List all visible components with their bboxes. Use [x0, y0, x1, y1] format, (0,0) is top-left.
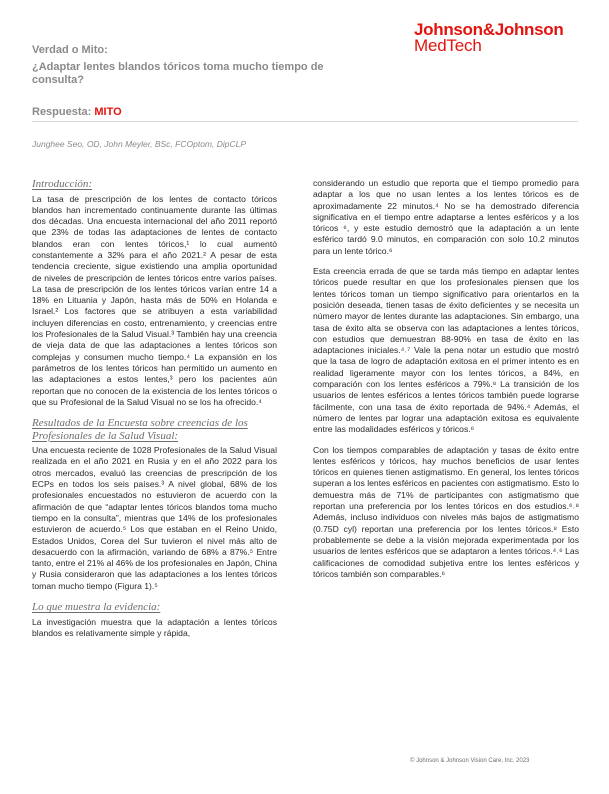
header-divider — [32, 121, 578, 122]
copyright-footer: © Johnson & Johnson Vision Care, Inc. 2023 — [410, 758, 530, 764]
left-column — [32, 178, 277, 648]
right-paragraph-3: Con los tiempos comparables de adaptación y tasas de éxito entre lentes esféricos y tóricos, hay muchos beneficios de usar lentes tóricos en quienes tienen astigmatismo. En general, los lentes tóricos superan a los lentes esféricos en pacientes con astigmatismo. Esto lo demuestra más de 71% de participantes con astigmatismo que reportan una preferencia por los lentes tóricos en dos estudios.⁶˒⁸ Además, incluso individuos con niveles más bajos de astigmatismo (0.75D cyl) reportan una preferencia por los lentes tóricos.⁸ Esto probablemente se debe a la visión mejorada experimentada por los usuarios de lentes esféricos que se adaptaron a lentes tóricos.⁴˒⁶ Las calificaciones de comodidad subjetiva entre los lentes esféricos y tóricos también son comparables.⁶ — [313, 444, 579, 579]
survey-heading: Resultados de la Encuesta sobre creencias de los Profesionales de la Salud Visual: — [32, 417, 248, 442]
brand-line-1: Johnson&Johnson — [414, 20, 564, 39]
answer-value: MITO — [94, 106, 122, 118]
right-column — [313, 178, 579, 589]
intro-paragraph: La tasa de prescripción de los lentes de contacto tóricos blandos han incrementado continuamente durante las últimas dos décadas. Una encuesta internacional del año 2011 reportó que 23% de todas las adaptaciones de lentes de contacto blandos eran con lentes tóricos,¹ lo cual aumentó constantemente a 32% para el año 2021.² A pesar de esta tendencia creciente, sigue existiendo una amplia oportunidad de niveles de prescripción de lentes tóricos entre varios países. La tasa de prescripción de los lentes tóricos varían entre 14 a 18% en Lituania y Japón, hasta más de 50% en Holanda e Israel.² Los factores que se atribuyen a esta variabilidad incluyen diferencias en costo, entrenamiento, y creencias entre los Profesionales de la Salud Visual.³ También hay una creencia de vieja data de que las adaptaciones a lentes tóricos son complejas y consumen mucho tiempo.⁴ La expansión en los parámetros de los lentes tóricos han permitido un aumento en las adaptaciones a estos lentes,³ pero los pacientes aún reportan que no conocen de la existencia de los lentes tóricos o que su Profesional de la Salud Visual no se los ha ofrecido.⁴ — [32, 193, 277, 407]
right-paragraph-1: considerando un estudio que reporta que el tiempo promedio para adaptar a los que no usan lentes a los lentes tóricos es de aproximadamente 22 minutos.⁴ No se ha demostrado diferencia significativa en el tiempo entre adaptarse a lentes esféricos y a los tóricos ⁶, y este estudio demostró que la adaptación a un lente esférico tardó 9.0 minutos, en comparación con solo 10.2 minutos para un lente tórico.⁶ — [313, 178, 579, 256]
page-title: ¿Adaptar lentes blandos tóricos toma mucho tiempo de consulta? — [32, 61, 324, 86]
page-kicker: Verdad o Mito: — [32, 44, 108, 56]
brand-logo — [414, 22, 563, 54]
evidence-heading: Lo que muestra la evidencia: — [32, 601, 161, 613]
answer-line — [32, 106, 122, 118]
brand-line-2: MedTech — [414, 36, 482, 55]
answer-label: Respuesta: — [32, 106, 95, 118]
right-paragraph-2: Esta creencia errada de que se tarda más tiempo en adaptar lentes tóricos puede resultar en que los profesionales piensen que los lentes tóricos toman un tiempo significativo para orientarlos en la posición deseada, tienen tasas de éxito deficientes y se necesita un número mayor de lentes durante las adaptaciones. Sin embargo, una tasa de éxito alta se observa con las adaptaciones a lentes tóricos, con estudios que demuestran 88-90% en tasa de éxito en las adaptaciones iniciales.⁴˒⁷ Vale la pena notar un estudio que mostró que la tasa de logro de adaptación exitosa en el primer intento es en realidad ligeramente mayor con los lentes tóricos, a 84%, en comparación con los lentes esféricos a 79%.⁸ La transición de los usuarios de lentes esféricos a lentes tóricos también puede lograrse fácilmente, con una tasa de éxito reportada de 94%.⁴ Además, el número de lentes par lograr una adaptación exitosa es equivalente entre las modalidades esféricos y tóricos.⁶ — [313, 266, 579, 435]
intro-heading: Introducción: — [32, 178, 93, 190]
survey-paragraph: Una encuesta reciente de 1028 Profesionales de la Salud Visual realizada en el año 2021 en Rusia y en el año 2022 para los otros mercados, evaluó las creencias de prescripción de los ECPs en todos los seis países.³ A nivel global, 68% de los profesionales encuestados no estuvieron de acuerdo con la afirmación de que “adaptar lentes tóricos blandos toma mucho tiempo en la consulta”, mientras que 14% de los profesionales estuvieron de acuerdo.⁵ Los que estaban en el Reino Unido, Estados Unidos, Corea del Sur tuvieron el nivel más alto de desacuerdo con la afirmación, variando de 68% a 87%.⁵ Entre tanto, entre el 21% al 46% de los profesionales en Japón, China y Rusia consideraron que las adaptaciones a los lentes tóricos toman mucho tiempo (Figura 1).⁵ — [32, 445, 277, 591]
evidence-paragraph: La investigación muestra que la adaptación a lentes tóricos blandos es relativamente simple y rápida, — [32, 616, 277, 638]
authors: Junghee Seo, OD, John Meyler, BSc, FCOptom, DipCLP — [32, 139, 247, 149]
